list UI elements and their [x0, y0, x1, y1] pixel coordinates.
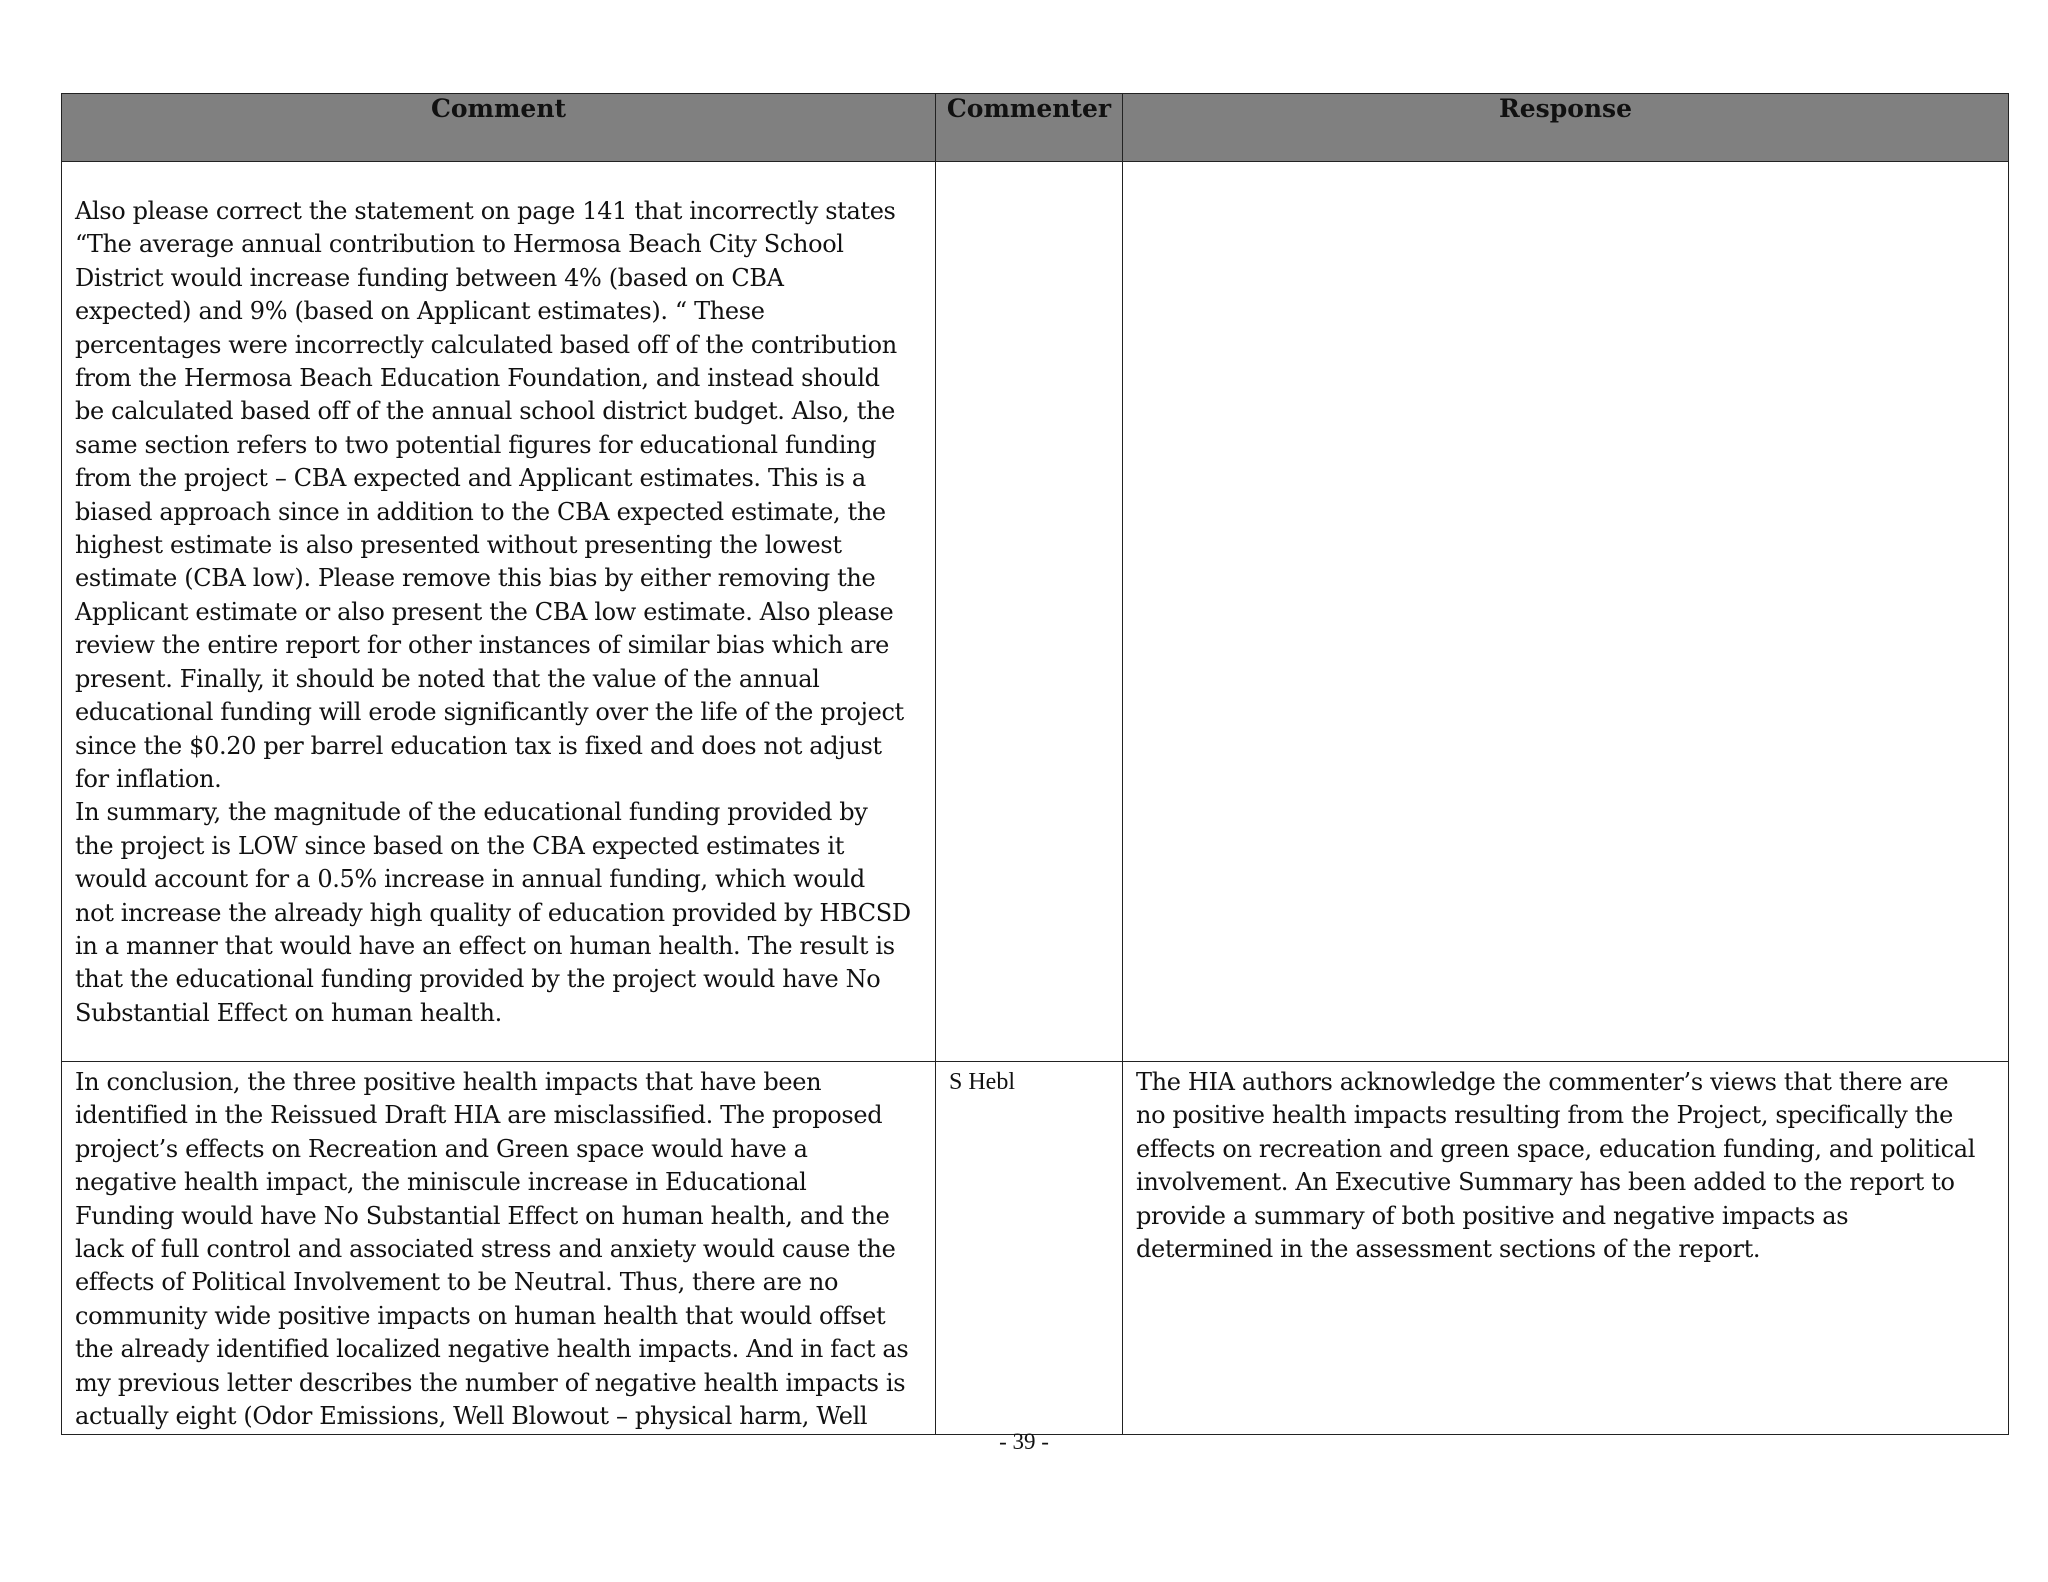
comment-cell	[62, 1062, 936, 1435]
comment-paragraph: In summary, the magnitude of the educational funding provided by the project is LOW since based on the CBA expected estimates it would account for a 0.5% increase in annual funding, which would not increase the already high quality of education provided by HBCSD in a manner that would have an effect on human health. The result is that the educational funding provided by the project would have No Substantial Effect on human health.	[75, 798, 911, 1027]
comment-cell	[62, 162, 936, 1062]
table-row	[62, 1062, 2009, 1435]
header-commenter: Commenter	[936, 94, 1123, 162]
response-paragraph: The HIA authors acknowledge the commenter’s views that there are no positive health impacts resulting from the Project, specifically the effects on recreation and green space, education funding, and political involvement. An Executive Summary has been added to the report to provide a summary of both positive and negative impacts as determined in the assessment sections of the report.	[1136, 1068, 1976, 1264]
commenter-cell: S Hebl	[936, 1062, 1123, 1435]
commenter-cell	[936, 162, 1123, 1062]
comment-paragraph: In conclusion, the three positive health impacts that have been identified in the Reissued Draft HIA are misclassified. The proposed project’s effects on Recreation and Green space would have a negative health impact, the miniscule increase in Educational Funding would have No Substantial Effect on human health, and the lack of full control and associated stress and anxiety would cause the effects of Political Involvement to be Neutral. Thus, there are no community wide positive impacts on human health that would offset the already identified localized negative health impacts. And in fact as my previous letter describes the number of negative health impacts is actually eight (Odor Emissions, Well Blowout – physical harm, Well	[75, 1068, 909, 1431]
comment-paragraph: Also please correct the statement on page 141 that incorrectly states “The average annual contribution to Hermosa Beach City School District would increase funding between 4% (based on CBA expected) and 9% (based on Applicant estimates). “ These percentages were incorrectly calculated based off of the contribution from the Hermosa Beach Education Foundation, and instead should be calculated based off of the annual school district budget. Also, the same section refers to two potential figures for educational funding from the project – CBA expected and Applicant estimates. This is a biased approach since in addition to the CBA expected estimate, the highest estimate is also presented without presenting the lowest estimate (CBA low). Please remove this bias by either removing the Applicant estimate or also present the CBA low estimate. Also please review the entire report for other instances of similar bias which are present. Finally, it should be noted that the value of the annual educational funding will erode significantly over the life of the project since the $0.20 per barrel education tax is fixed and does not adjust for inflation.	[75, 197, 904, 793]
header-comment: Comment	[62, 94, 936, 162]
response-cell	[1123, 162, 2009, 1062]
table-row	[62, 162, 2009, 1062]
response-cell	[1123, 1062, 2009, 1435]
header-response: Response	[1123, 94, 2009, 162]
page-number: - 39 -	[999, 1429, 1049, 1454]
header-row	[62, 94, 2009, 162]
table-body	[62, 162, 2009, 1435]
table-header	[62, 94, 2009, 162]
comment-response-table	[61, 93, 2009, 1435]
